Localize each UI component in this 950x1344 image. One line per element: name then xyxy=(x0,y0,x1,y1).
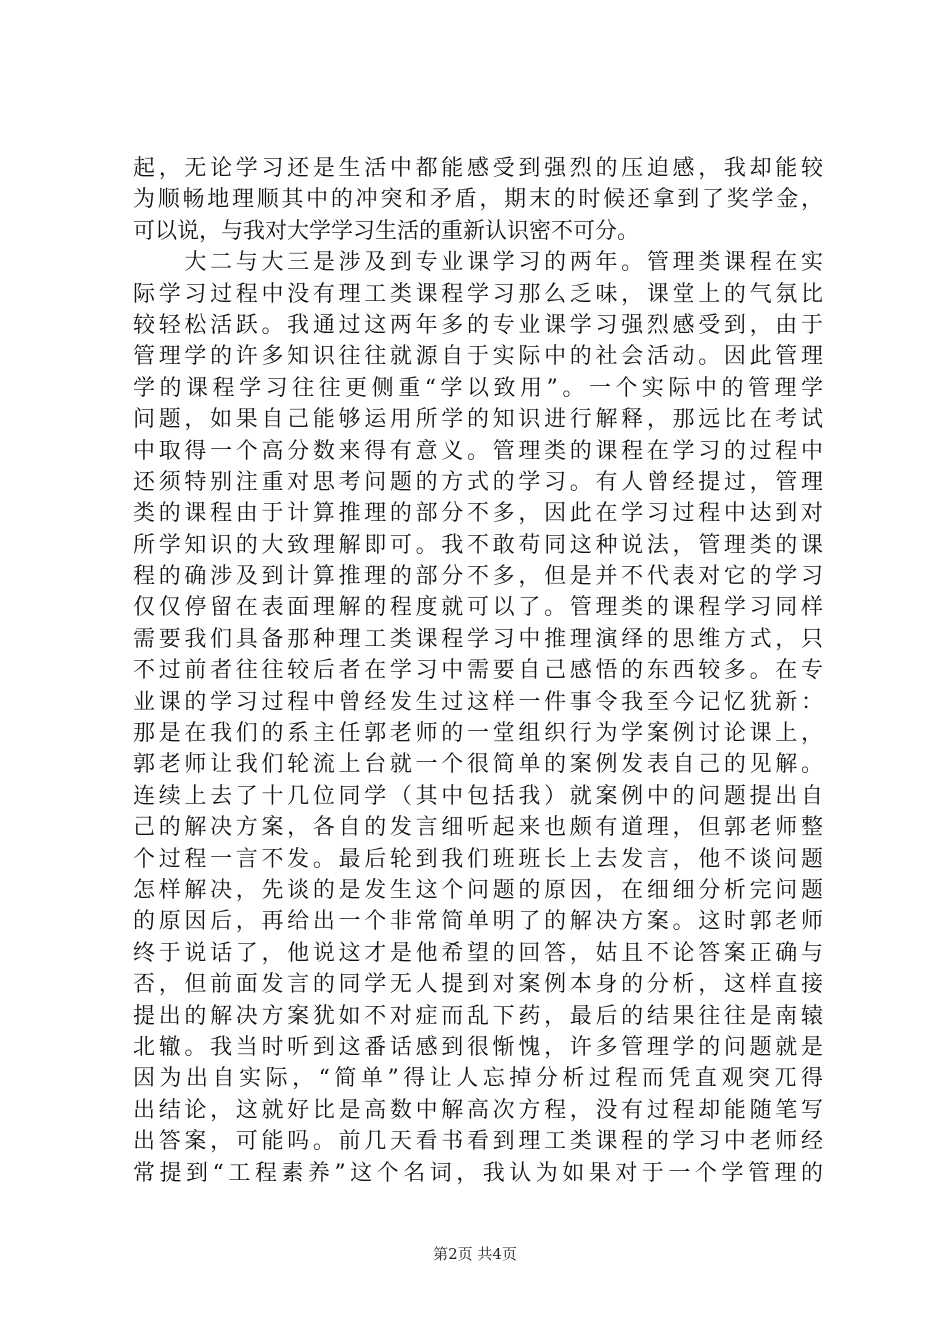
text-line: 个过程一言不发。最后轮到我们班班长上去发言，他不谈问题 xyxy=(133,846,823,872)
text-line: 管理学的许多知识往往就源自于实际中的社会活动。因此管理 xyxy=(133,344,823,370)
text-line: 连续上去了十几位同学（其中包括我）就案例中的问题提出自 xyxy=(133,783,823,809)
text-line: 起，无论学习还是生活中都能感受到强烈的压迫感，我却能较 xyxy=(133,156,823,181)
text-line: 己的解决方案，各自的发言细听起来也颇有道理，但郭老师整 xyxy=(133,815,823,841)
text-line: 类的课程由于计算推理的部分不多，因此在学习过程中达到对 xyxy=(133,501,823,527)
text-line: 际学习过程中没有理工类课程学习那么乏味，课堂上的气氛比 xyxy=(133,281,823,307)
text-line: 仅仅停留在表面理解的程度就可以了。管理类的课程学习同样 xyxy=(133,595,823,621)
text-line: 郭老师让我们轮流上台就一个很简单的案例发表自己的见解。 xyxy=(133,752,823,778)
text-line: 中取得一个高分数来得有意义。管理类的课程在学习的过程中 xyxy=(133,438,823,464)
text-line: 出答案，可能吗。前几天看书看到理工类课程的学习中老师经 xyxy=(133,1129,823,1155)
text-line: 出结论，这就好比是高数中解高次方程，没有过程却能随笔写 xyxy=(133,1097,823,1123)
text-line: 业课的学习过程中曾经发生过这样一件事令我至今记忆犹新： xyxy=(133,689,823,715)
text-line: 终于说话了，他说这才是他希望的回答，姑且不论答案正确与 xyxy=(133,940,823,966)
text-line: 的原因后，再给出一个非常简单明了的解决方案。这时郭老师 xyxy=(133,909,823,935)
text-line: 否，但前面发言的同学无人提到对案例本身的分析，这样直接 xyxy=(133,972,823,998)
text-line: 北辙。我当时听到这番话感到很惭愧，许多管理学的问题就是 xyxy=(133,1034,823,1060)
text-line: 所学知识的大致理解即可。我不敢苟同这种说法，管理类的课 xyxy=(133,532,823,558)
text-line: 学的课程学习往往更侧重“学以致用”。一个实际中的管理学 xyxy=(133,375,823,401)
text-line: 还须特别注重对思考问题的方式的学习。有人曾经提过，管理 xyxy=(133,469,823,495)
text-line: 怎样解决，先谈的是发生这个问题的原因，在细细分析完问题 xyxy=(133,877,823,903)
text-line: 那是在我们的系主任郭老师的一堂组织行为学案例讨论课上， xyxy=(133,721,823,747)
paragraph xyxy=(133,153,823,247)
text-line: 可以说，与我对大学学习生活的重新认识密不可分。 xyxy=(133,218,640,244)
text-line: 为顺畅地理顺其中的冲突和矛盾，期末的时候还拿到了奖学金， xyxy=(133,187,823,213)
text-line: 程的确涉及到计算推理的部分不多，但是并不代表对它的学习 xyxy=(133,564,823,590)
text-line: 较轻松活跃。我通过这两年多的专业课学习强烈感受到，由于 xyxy=(133,312,823,338)
text-line: 不过前者往往较后者在学习中需要自己感悟的东西较多。在专 xyxy=(133,658,823,684)
text-line: 因为出自实际，“简单”得让人忘掉分析过程而凭直观突兀得 xyxy=(133,1066,823,1092)
text-line: 大二与大三是涉及到专业课学习的两年。管理类课程在实 xyxy=(133,250,823,276)
paragraph xyxy=(133,247,823,1189)
text-line: 需要我们具备那种理工类课程学习中推理演绎的思维方式，只 xyxy=(133,626,823,652)
text-line: 常提到“工程素养”这个名词，我认为如果对于一个学管理的 xyxy=(133,1160,823,1186)
text-line: 问题，如果自己能够运用所学的知识进行解释，那远比在考试 xyxy=(133,407,823,433)
page-footer: 第2页 共4页 xyxy=(433,1245,517,1263)
document-body xyxy=(133,153,823,1189)
text-line: 提出的解决方案犹如不对症而乱下药，最后的结果往往是南辕 xyxy=(133,1003,823,1029)
